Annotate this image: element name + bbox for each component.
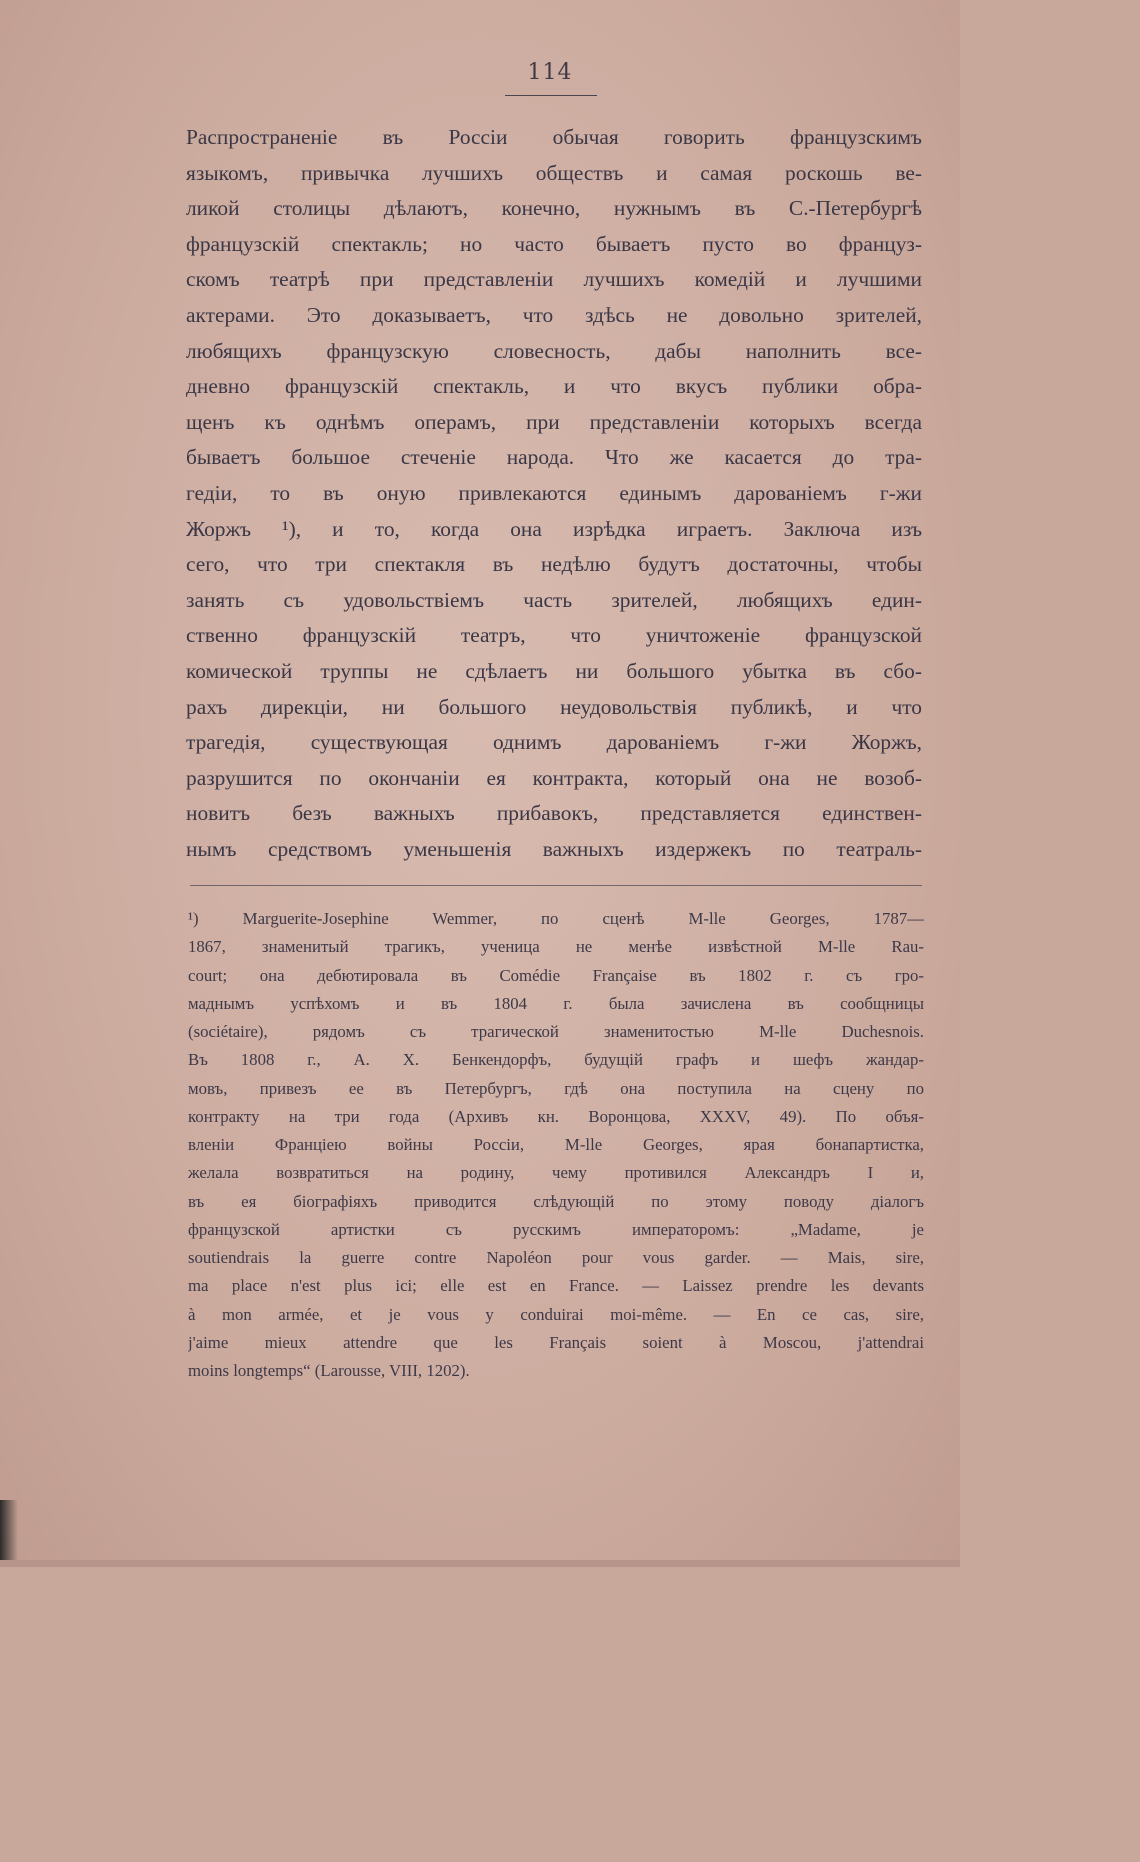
text-line: щенъ къ однѣмъ операмъ, при представленіи которыхъ всегда — [186, 409, 922, 434]
text-line: разрушится по окончаніи ея контракта, который она не возоб- — [186, 765, 922, 790]
footnote-line: soutiendrais la guerre contre Napoléon pour vous garder. — Mais, sire, — [188, 1248, 924, 1267]
binding-shadow — [0, 1500, 18, 1567]
text-line: Распространеніе въ Россіи обычая говорить французскимъ — [186, 125, 922, 149]
footnote-line: 1867, знаменитый трагикъ, ученица не менѣе извѣстной M-lle Rau- — [188, 937, 924, 957]
text-line: новитъ безъ важныхъ прибавокъ, представляется единствен- — [186, 801, 922, 826]
footnote-line: контракту на три года (Архивъ кн. Воронцова, XXXV, 49). По объя- — [188, 1106, 924, 1126]
page-number-rule — [505, 95, 597, 96]
text-line: французскій спектакль; но часто бываетъ пусто во француз- — [186, 231, 922, 256]
text-line: комической труппы не сдѣлаетъ ни большого убытка въ сбо- — [186, 658, 922, 683]
text-line: занять съ удовольствіемъ часть зрителей, любящихъ един- — [186, 587, 922, 612]
footnote-line: вленіи Франціею войны Россіи, M-lle Georges, ярая бонапартистка, — [188, 1135, 924, 1154]
footnote-line: Въ 1808 г., А. Х. Бенкендорфъ, будущій графъ и шефъ жандар- — [188, 1050, 924, 1070]
footnote-line: moins longtemps“ (Larousse, VIII, 1202). — [188, 1361, 470, 1380]
footnote-line: (sociétaire), рядомъ съ трагической знаменитостью M-lle Duchesnois. — [188, 1022, 924, 1041]
footnote-line: французской артистки съ русскимъ императоромъ: „Madame, je — [188, 1219, 924, 1239]
text-line: ственно французскій театръ, что уничтоженіе французской — [186, 623, 922, 648]
text-line: скомъ театрѣ при представленіи лучшихъ комедій и лучшими — [186, 267, 922, 292]
footnote-line: желала возвратиться на родину, чему противился Александръ I и, — [188, 1163, 924, 1183]
text-line: гедіи, то въ оную привлекаются единымъ дарованіемъ г-жи — [186, 480, 922, 505]
footnote-line: court; она дебютировала въ Comédie Française въ 1802 г. съ гро- — [188, 965, 924, 985]
footnote-line: j'aime mieux attendre que les Français soient à Moscou, j'attendrai — [188, 1332, 924, 1352]
main-text — [186, 120, 922, 867]
footnote-line: ¹) Marguerite-Josephine Wemmer, по сценѣ M-lle Georges, 1787— — [188, 909, 924, 928]
text-line: бываетъ большое стеченіе народа. Что же касается до тра- — [186, 445, 922, 470]
page-number: 114 — [527, 60, 573, 85]
text-line: актерами. Это доказываетъ, что здѣсь не довольно зрителей, — [186, 302, 922, 327]
footnote-line: въ ея біографіяхъ приводится слѣдующій по этому поводу діалогъ — [188, 1191, 924, 1211]
footnote-line: мовъ, привезъ ее въ Петербургъ, гдѣ она поступила на сцену по — [188, 1078, 924, 1098]
text-line: трагедія, существующая однимъ дарованіемъ г-жи Жоржъ, — [186, 730, 922, 755]
text-line: языкомъ, привычка лучшихъ обществъ и самая роскошь ве- — [186, 160, 922, 185]
text-line: сего, что три спектакля въ недѣлю будутъ достаточны, чтобы — [186, 552, 922, 577]
text-line: любящихъ французскую словесность, дабы наполнить все- — [186, 338, 922, 363]
footnote-line: маднымъ успѣхомъ и въ 1804 г. была зачислена въ сообщницы — [188, 993, 924, 1013]
text-line: ликой столицы дѣлаютъ, конечно, нужнымъ въ С.-Петербургѣ — [186, 196, 922, 221]
footnote — [188, 905, 924, 1385]
text-line: Жоржъ ¹), и то, когда она изрѣдка играетъ. Заключа изъ — [186, 516, 922, 541]
text-line: рахъ дирекціи, ни большого неудовольствія публикѣ, и что — [186, 694, 922, 719]
footnote-line: ma place n'est plus ici; elle est en France. — Laissez prendre les devants — [188, 1276, 924, 1296]
text-line: нымъ средствомъ уменьшенія важныхъ издержекъ по театраль- — [186, 836, 922, 861]
footnote-line: à mon armée, et je vous y conduirai moi-même. — En ce cas, sire, — [188, 1304, 924, 1324]
footnote-separator — [190, 885, 922, 886]
page-bottom-edge — [0, 1560, 960, 1567]
text-line: дневно французскій спектакль, и что вкусъ публики обра- — [186, 374, 922, 399]
